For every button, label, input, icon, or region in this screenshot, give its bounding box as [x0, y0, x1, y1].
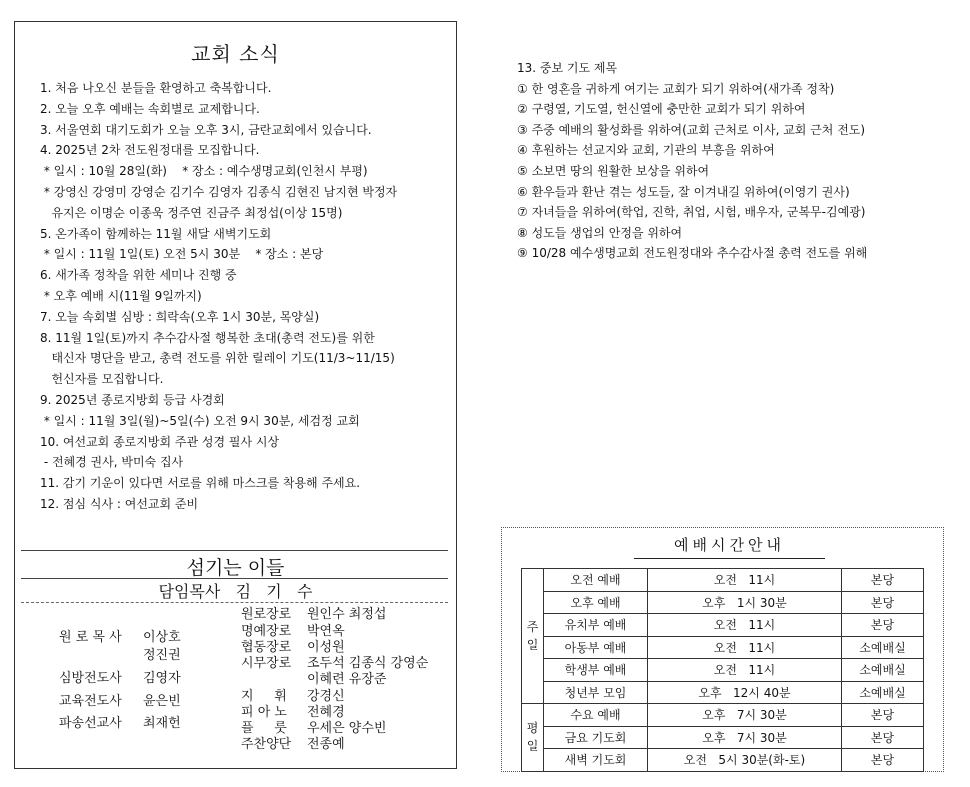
service-name: 오전 예배	[544, 569, 648, 592]
elder-names: 조두석 김종식 강영순	[307, 656, 429, 671]
divider	[21, 550, 448, 551]
table-row	[522, 569, 924, 592]
news-line: 4. 2025년 2차 전도원정대를 모집합니다.	[40, 143, 260, 158]
elder-names: 박연옥	[307, 624, 345, 639]
elder-names: 전혜경	[307, 705, 345, 720]
elder-names: 우세은 양수빈	[307, 721, 387, 736]
elder-role: 명예장로	[241, 624, 292, 639]
service-name: 아동부 예배	[544, 636, 648, 659]
news-line: * 강영신 강영미 강영순 김기수 김영자 김종식 김현진 남지현 박정자	[40, 184, 398, 199]
table-row	[522, 591, 924, 614]
service-time: 오후 1시 30분	[648, 591, 842, 614]
elder-names: 원인수 최정섭	[307, 607, 387, 622]
service-name: 유치부 예배	[544, 614, 648, 637]
elder-role: 주찬양단	[241, 737, 292, 752]
service-place: 본당	[842, 704, 924, 727]
table-row	[522, 636, 924, 659]
staff-name: 최재헌	[143, 716, 181, 731]
service-place: 소예배실	[842, 636, 924, 659]
elder-role: 시무장로	[241, 656, 292, 671]
news-line: 유지은 이명순 이종욱 정주연 진금주 최정섭(이상 15명)	[40, 205, 343, 220]
senior-pastor: 담임목사 김 기 수	[158, 582, 313, 601]
elder-names: 전종예	[307, 737, 345, 752]
prayer-item: ⑨ 10/28 예수생명교회 전도원정대와 추수감사절 총력 전도를 위해	[517, 246, 868, 261]
service-time: 오전 11시	[648, 659, 842, 682]
elder-names: 이혜련 유장준	[307, 672, 387, 687]
service-name: 학생부 예배	[544, 659, 648, 682]
service-place: 본당	[842, 614, 924, 637]
prayer-item: ③ 주중 예배의 활성화를 위하여(교회 근처로 이사, 교회 근처 전도)	[517, 122, 866, 137]
schedule-table	[521, 568, 924, 772]
service-time: 오전 11시	[648, 636, 842, 659]
news-title: 교회 소식	[191, 42, 280, 66]
group-label: 평 일	[522, 704, 544, 772]
staff-name: 김영자	[143, 671, 181, 686]
prayer-list	[517, 58, 867, 264]
elder-names: 이성원	[307, 640, 345, 655]
table-row	[522, 749, 924, 772]
staff-role: 파송선교사	[59, 716, 122, 731]
news-line: * 일시 : 11월 3일(월)~5일(수) 오전 9시 30분, 세검정 교회	[40, 413, 360, 428]
staff-role: 원 로 목 사	[59, 630, 122, 645]
elder-role: 피 아 노	[241, 705, 287, 720]
staff-role: 심방전도사	[59, 671, 122, 686]
prayer-item: ⑤ 소보면 땅의 원활한 보상을 위하여	[517, 163, 710, 178]
elder-role: 원로장로	[241, 607, 292, 622]
prayer-item: ⑦ 자녀들을 위하여(학업, 진학, 취업, 시험, 배우자, 군복무-김예광)	[517, 205, 866, 220]
service-time: 오후 7시 30분	[648, 726, 842, 749]
news-line: 5. 온가족이 함께하는 11월 새달 새벽기도회	[40, 226, 272, 241]
service-time: 오전 11시	[648, 569, 842, 592]
news-line: - 전혜경 권사, 박미숙 집사	[40, 455, 184, 470]
elder-role: 플 룻	[241, 721, 287, 736]
staff-name: 이상호	[143, 630, 181, 645]
service-place: 소예배실	[842, 681, 924, 704]
news-line: * 일시 : 10월 28일(화) * 장소 : 예수생명교회(인천시 부평)	[40, 164, 368, 179]
news-line: 6. 새가족 정착을 위한 세미나 진행 중	[40, 268, 237, 283]
service-place: 본당	[842, 569, 924, 592]
service-time: 오전 5시 30분(화-토)	[648, 749, 842, 772]
service-place: 본당	[842, 749, 924, 772]
news-line: 9. 2025년 종로지방회 등급 사경회	[40, 392, 225, 407]
service-name: 수요 예배	[544, 704, 648, 727]
news-line: 태신자 명단을 받고, 총력 전도를 위한 릴레이 기도(11/3~11/15)	[40, 351, 395, 366]
group-label: 주 일	[522, 569, 544, 704]
news-line: 12. 점심 식사 : 여선교회 준비	[40, 496, 199, 511]
staff-name: 윤은빈	[143, 694, 181, 709]
news-line: 8. 11월 1일(토)까지 추수감사절 행복한 초대(총력 전도)를 위한	[40, 330, 375, 345]
staff-role: 교육전도사	[59, 694, 122, 709]
news-line: * 일시 : 11월 1일(토) 오전 5시 30분 * 장소 : 본당	[40, 247, 324, 262]
table-row	[522, 681, 924, 704]
table-row	[522, 659, 924, 682]
news-list	[40, 78, 450, 515]
prayer-item: ① 한 영혼을 귀하게 여기는 교회가 되기 위하여(새가족 정착)	[517, 81, 835, 96]
prayer-item: ④ 후원하는 선교지와 교회, 기관의 부흥을 위하여	[517, 143, 775, 158]
prayer-item: ⑧ 성도들 생업의 안정을 위하여	[517, 225, 683, 240]
church-news-panel	[14, 21, 457, 769]
service-place: 본당	[842, 591, 924, 614]
prayer-item: ② 구령열, 기도열, 헌신열에 충만한 교회가 되기 위하여	[517, 102, 806, 117]
news-line: 7. 오늘 속회별 심방 : 희락속(오후 1시 30분, 목양실)	[40, 309, 320, 324]
service-name: 오후 예배	[544, 591, 648, 614]
prayer-item: ⑥ 환우들과 환난 겪는 성도들, 잘 이겨내길 위하여(이영기 권사)	[517, 184, 850, 199]
servers-title: 섬기는 이들	[186, 557, 285, 579]
table-row	[522, 704, 924, 727]
service-place: 소예배실	[842, 659, 924, 682]
worship-schedule	[501, 527, 944, 772]
staff-name: 정진권	[143, 648, 181, 663]
news-line: 2. 오늘 오후 예배는 속회별로 교제합니다.	[40, 101, 260, 116]
news-line: 10. 여선교회 종로지방회 주관 성경 필사 시상	[40, 434, 280, 449]
news-line: * 오후 예배 시(11월 9일까지)	[40, 288, 202, 303]
service-time: 오전 11시	[648, 614, 842, 637]
elder-role: 지 휘	[241, 689, 287, 704]
elder-names: 강경신	[307, 689, 345, 704]
table-row	[522, 726, 924, 749]
elder-role: 협동장로	[241, 640, 292, 655]
table-row	[522, 614, 924, 637]
prayer-heading: 13. 중보 기도 제목	[517, 61, 618, 75]
service-name: 청년부 모임	[544, 681, 648, 704]
service-time: 오후 12시 40분	[648, 681, 842, 704]
schedule-title: 예배시간안내	[634, 534, 825, 559]
news-line: 11. 감기 기운이 있다면 서로를 위해 마스크를 착용해 주세요.	[40, 476, 361, 491]
service-name: 새벽 기도회	[544, 749, 648, 772]
service-time: 오후 7시 30분	[648, 704, 842, 727]
service-name: 금요 기도회	[544, 726, 648, 749]
service-place: 본당	[842, 726, 924, 749]
news-line: 3. 서울연회 대기도회가 오늘 오후 3시, 금란교회에서 있습니다.	[40, 122, 372, 137]
news-line: 헌신자를 모집합니다.	[40, 372, 164, 387]
news-line: 1. 처음 나오신 분들을 환영하고 축복합니다.	[40, 81, 272, 95]
